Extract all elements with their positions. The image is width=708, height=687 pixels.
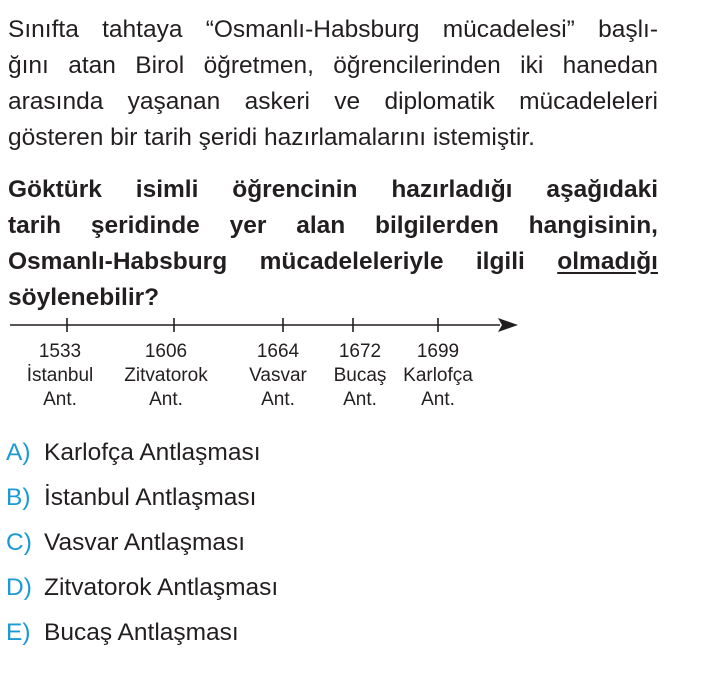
timeline-arrow-icon (498, 318, 518, 332)
event-year: 1699 (416, 341, 460, 362)
question-line (8, 244, 658, 280)
event-year: 1664 (256, 341, 300, 362)
event-name: Karlofça (403, 365, 473, 386)
event-year: 1533 (38, 341, 82, 362)
timeline (0, 305, 708, 415)
event-abbr: Ant. (43, 389, 77, 410)
underlined-keyword: olmadığı (557, 248, 658, 275)
option-letter: B) (6, 484, 31, 511)
timeline-event (383, 340, 493, 412)
event-abbr: Ant. (421, 389, 455, 410)
event-abbr: Ant. (149, 389, 183, 410)
option-e[interactable] (6, 610, 278, 655)
intro-line: Sınıfta tahtaya “Osmanlı-Habsburg mücadelesi” başlı- (8, 16, 658, 43)
option-letter: A) (6, 439, 31, 466)
event-name: Bucaş (333, 365, 387, 386)
event-year: 1606 (144, 341, 188, 362)
question-stem (8, 172, 658, 316)
option-text: Vasvar Antlaşması (44, 529, 246, 556)
question-line: Göktürk isimli öğrencinin hazırladığı aşağıdaki (8, 176, 658, 203)
option-a[interactable] (6, 430, 278, 475)
event-abbr: Ant. (261, 389, 295, 410)
option-text: Bucaş Antlaşması (44, 619, 239, 646)
question-line-text: Osmanlı-Habsburg mücadeleleriyle ilgili (8, 248, 558, 275)
event-name: İstanbul (26, 365, 94, 386)
option-b[interactable] (6, 475, 278, 520)
option-letter: C) (6, 529, 32, 556)
question-line: tarih şeridinde yer alan bilgilerden hangisinin, (8, 212, 658, 239)
event-abbr: Ant. (343, 389, 377, 410)
option-letter: D) (6, 574, 32, 601)
timeline-axis (0, 305, 708, 345)
event-name: Vasvar (249, 365, 307, 386)
option-d[interactable] (6, 565, 278, 610)
answer-options (6, 430, 278, 655)
option-c[interactable] (6, 520, 278, 565)
option-text: İstanbul Antlaşması (44, 484, 257, 511)
event-year: 1672 (338, 341, 382, 362)
event-name: Zitvatorok (124, 365, 208, 386)
option-letter: E) (6, 619, 31, 646)
intro-paragraph (8, 12, 658, 156)
intro-line: ğını atan Birol öğretmen, öğrencilerinden iki hanedan (8, 52, 658, 79)
timeline-event (5, 340, 115, 412)
option-text: Karlofça Antlaşması (44, 439, 261, 466)
intro-line: arasında yaşanan askeri ve diplomatik mücadeleleri (8, 88, 658, 115)
intro-line: gösteren bir tarih şeridi hazırlamalarını istemiştir. (8, 124, 535, 151)
option-text: Zitvatorok Antlaşması (44, 574, 279, 601)
question-line: söylenebilir? (8, 284, 160, 311)
timeline-event (111, 340, 221, 412)
